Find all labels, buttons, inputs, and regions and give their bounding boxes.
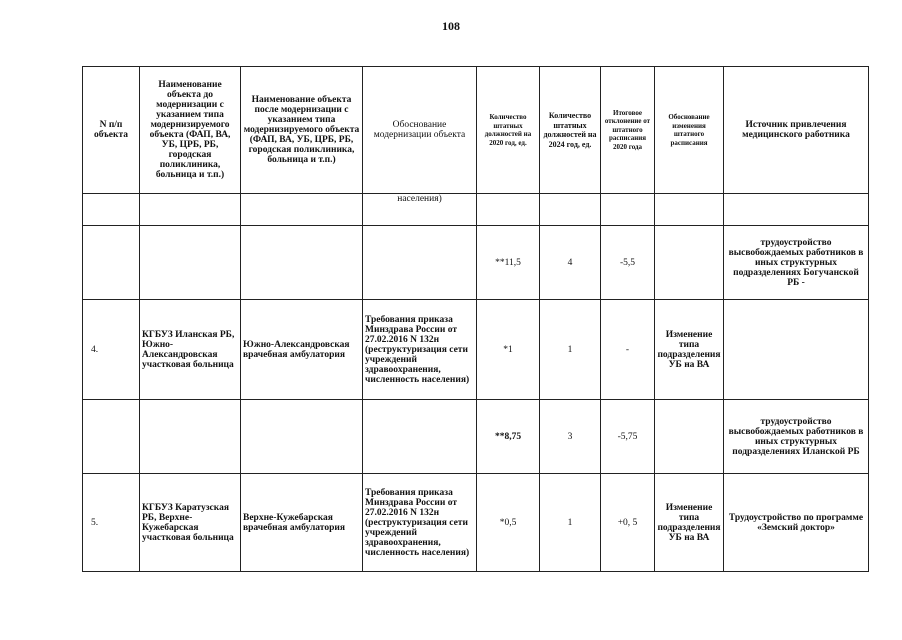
cell-q2024: 3 bbox=[540, 400, 601, 474]
header-object-before: Наименование объекта до модернизации с указанием типа модернизируемого объекта (ФАП, ВА, УБ, ЦРБ, РБ, городская поликлиника, больница и т.п.) bbox=[140, 67, 241, 194]
cell-source: трудоустройство высвобождаемых работников в иных структурных подразделениях Иланской РБ bbox=[724, 400, 869, 474]
cell-num bbox=[83, 400, 140, 474]
cell-delta: - bbox=[601, 300, 655, 400]
cell-q2024: 4 bbox=[540, 226, 601, 300]
cell-delta: +0, 5 bbox=[601, 474, 655, 572]
header-staff-2020: Количество штатных должностей на 2020 год, ед. bbox=[477, 67, 540, 194]
cell-q2020: *0,5 bbox=[477, 474, 540, 572]
cell-before: КГБУЗ Иланская РБ, Южно-Александровская участковая больница bbox=[140, 300, 241, 400]
cell-after: Верхне-Кужебарская врачебная амбулатория bbox=[241, 474, 363, 572]
table-row bbox=[83, 226, 869, 300]
cell-num: 4. bbox=[83, 300, 140, 400]
cell-after bbox=[241, 194, 363, 226]
cell-q2020: **8,75 bbox=[477, 400, 540, 474]
cell-q2024: 1 bbox=[540, 300, 601, 400]
cell-q2020: **11,5 bbox=[477, 226, 540, 300]
cell-change: Изменение типа подразделения УБ на ВА bbox=[655, 474, 724, 572]
cell-reason: Требования приказа Минздрава России от 27.02.2016 N 132н (реструктуризация сети учреждений здравоохранения, численность населения) bbox=[363, 474, 477, 572]
header-num: N п/п объекта bbox=[83, 67, 140, 194]
cell-after: Южно-Александровская врачебная амбулатория bbox=[241, 300, 363, 400]
header-staff-2024: Количество штатных должностей на 2024 год, ед. bbox=[540, 67, 601, 194]
cell-change bbox=[655, 194, 724, 226]
modernization-table bbox=[82, 66, 869, 572]
table-row bbox=[83, 300, 869, 400]
cell-before bbox=[140, 400, 241, 474]
cell-delta: -5,5 bbox=[601, 226, 655, 300]
cell-before bbox=[140, 194, 241, 226]
table-row bbox=[83, 194, 869, 226]
cell-num: 5. bbox=[83, 474, 140, 572]
header-staff-change-reason: Обоснование изменения штатного расписания bbox=[655, 67, 724, 194]
cell-change bbox=[655, 400, 724, 474]
cell-reason: населения) bbox=[363, 194, 477, 226]
header-reason: Обоснование модернизации объекта bbox=[363, 67, 477, 194]
cell-after bbox=[241, 400, 363, 474]
table-row bbox=[83, 400, 869, 474]
cell-after bbox=[241, 226, 363, 300]
cell-num bbox=[83, 194, 140, 226]
cell-q2024: 1 bbox=[540, 474, 601, 572]
cell-delta bbox=[601, 194, 655, 226]
cell-source bbox=[724, 194, 869, 226]
page-number: 108 bbox=[442, 19, 460, 33]
cell-source bbox=[724, 300, 869, 400]
cell-source: Трудоустройство по программе «Земский доктор» bbox=[724, 474, 869, 572]
cell-delta: -5,75 bbox=[601, 400, 655, 474]
cell-q2020 bbox=[477, 194, 540, 226]
cell-q2024 bbox=[540, 194, 601, 226]
cell-change bbox=[655, 226, 724, 300]
cell-before bbox=[140, 226, 241, 300]
header-worker-source: Источник привлечения медицинского работника bbox=[724, 67, 869, 194]
cell-reason: Требования приказа Минздрава России от 27.02.2016 N 132н (реструктуризация сети учреждений здравоохранения, численность населения) bbox=[363, 300, 477, 400]
cell-change: Изменение типа подразделения УБ на ВА bbox=[655, 300, 724, 400]
header-deviation: Итоговое отклонение от штатного расписания 2020 года bbox=[601, 67, 655, 194]
cell-source: трудоустройство высвобождаемых работников в иных структурных подразделениях Богучанской РБ - bbox=[724, 226, 869, 300]
cell-before: КГБУЗ Каратузская РБ, Верхне-Кужебарская участковая больница bbox=[140, 474, 241, 572]
cell-reason bbox=[363, 400, 477, 474]
table-row bbox=[83, 474, 869, 572]
table-header-row bbox=[83, 67, 869, 194]
cell-q2020: *1 bbox=[477, 300, 540, 400]
cell-reason bbox=[363, 226, 477, 300]
header-object-after: Наименование объекта после модернизации с указанием типа модернизируемого объекта (ФАП, ВА, УБ, ЦРБ, РБ, городская поликлиника, больница и т.п.) bbox=[241, 67, 363, 194]
cell-num bbox=[83, 226, 140, 300]
